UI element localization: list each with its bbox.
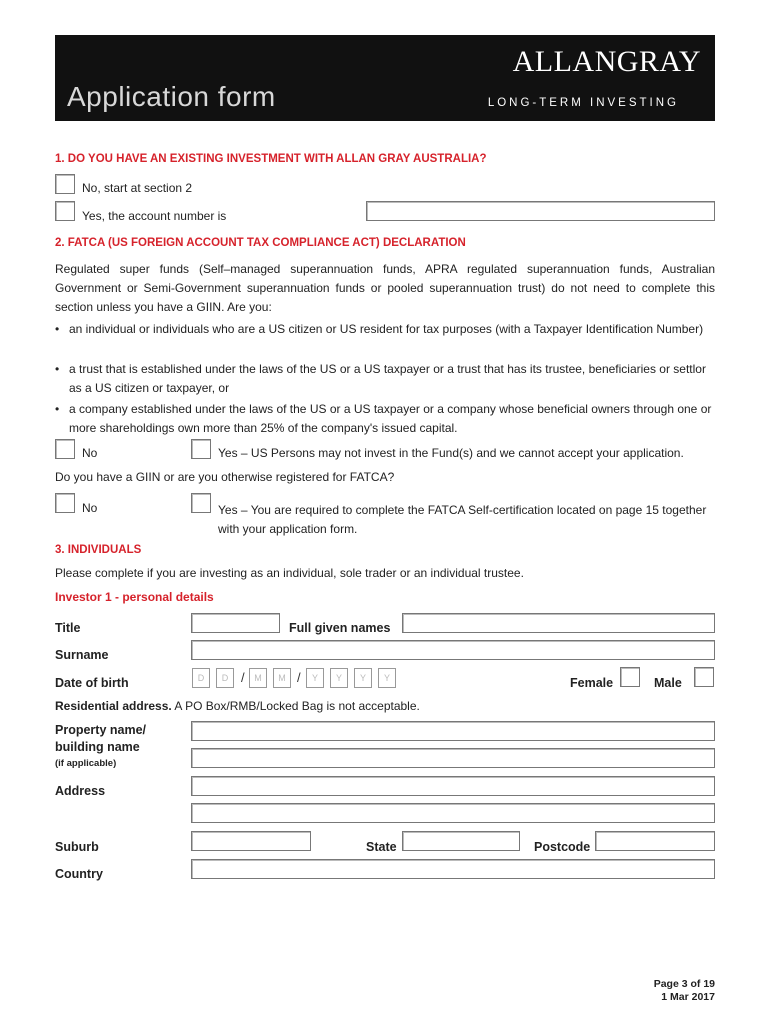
fatca-bullet-1-text: an individual or individuals who are a US citizen or US resident for tax purposes (with a Taxpayer Identification Number)	[69, 322, 704, 336]
if-applicable-note: (if applicable)	[55, 758, 117, 769]
female-checkbox[interactable]	[620, 667, 640, 687]
section1-yes-checkbox[interactable]	[55, 201, 75, 221]
dob-day-2[interactable]: D	[216, 668, 234, 688]
dob-month-1[interactable]: M	[249, 668, 267, 688]
property-name-input-2[interactable]	[191, 748, 715, 768]
fatca-q2-yes-label: Yes – You are required to complete the FATCA Self-certification located on page 15 together with your application form.	[218, 503, 707, 536]
property-name-label: Property name/ building name	[55, 723, 147, 754]
fatca-q2-no-label: No	[82, 501, 98, 515]
title-label: Title	[55, 621, 81, 635]
dob-separator: /	[297, 670, 301, 685]
surname-input[interactable]	[191, 640, 715, 660]
suburb-label: Suburb	[55, 840, 99, 854]
logo-tagline: LONG-TERM INVESTING	[487, 97, 679, 109]
country-input[interactable]	[191, 859, 715, 879]
postcode-label: Postcode	[534, 840, 591, 854]
dob-label: Date of birth	[55, 676, 129, 690]
fatca-intro: Regulated super funds (Self–managed superannuation funds, APRA regulated superannuation funds, Australian Government or Semi-Government superannuation funds or pooled superannuation trust) do not need to complete this section unless you have a GIIN. Are you:	[55, 262, 715, 314]
dob-year-4[interactable]: Y	[378, 668, 396, 688]
section3-heading: 3. INDIVIDUALS	[55, 544, 142, 556]
fatca-q2-no-checkbox[interactable]	[55, 493, 75, 513]
dob-year-3[interactable]: Y	[354, 668, 372, 688]
bullet-dot: •	[55, 362, 60, 376]
section1-yes-label: Yes, the account number is	[82, 209, 227, 223]
given-names-input[interactable]	[402, 613, 715, 633]
dob-separator: /	[241, 670, 245, 685]
dob-year-2[interactable]: Y	[330, 668, 348, 688]
suburb-input[interactable]	[191, 831, 311, 851]
allan-gray-logo	[513, 45, 701, 79]
country-label: Country	[55, 867, 103, 881]
address-label: Address	[55, 784, 106, 798]
residential-address-note	[55, 699, 420, 713]
bullet-dot: •	[55, 402, 60, 416]
residential-address-bold: Residential address.	[55, 699, 172, 713]
header-banner	[55, 35, 715, 121]
section1-heading: 1. DO YOU HAVE AN EXISTING INVESTMENT WITH ALLAN GRAY AUSTRALIA?	[55, 153, 487, 165]
male-label: Male	[654, 676, 682, 690]
fatca-bullet-2-text: a trust that is established under the laws of the US or a US taxpayer or a trust that has its trustee, beneficiaries or settlor as a US citizen or taxpayer, or	[69, 362, 706, 395]
fatca-q2: Do you have a GIIN or are you otherwise registered for FATCA?	[55, 470, 395, 484]
fatca-bullet-3-text: a company established under the laws of the US or a US taxpayer or a company whose beneficial owners through one or more shareholdings own more than 25% of the company's issued capital.	[69, 402, 712, 435]
given-names-label: Full given names	[289, 621, 391, 635]
dob-day-1[interactable]: D	[192, 668, 210, 688]
dob-month-2[interactable]: M	[273, 668, 291, 688]
male-checkbox[interactable]	[694, 667, 714, 687]
surname-label: Surname	[55, 648, 109, 662]
fatca-q1-yes-label: Yes – US Persons may not invest in the Fund(s) and we cannot accept your application.	[218, 446, 684, 460]
account-number-input[interactable]	[366, 201, 715, 221]
property-name-input-1[interactable]	[191, 721, 715, 741]
fatca-q2-yes-checkbox[interactable]	[191, 493, 211, 513]
page-title: Application form	[67, 81, 276, 112]
postcode-input[interactable]	[595, 831, 715, 851]
title-input[interactable]	[191, 613, 280, 633]
residential-address-text: A PO Box/RMB/Locked Bag is not acceptable.	[171, 699, 420, 713]
page-number: Page 3 of 19	[653, 978, 715, 990]
state-label: State	[366, 840, 397, 854]
fatca-q1-yes-checkbox[interactable]	[191, 439, 211, 459]
revision-date: 1 Mar 2017	[661, 991, 715, 1003]
section3-intro: Please complete if you are investing as an individual, sole trader or an individual trustee.	[55, 566, 524, 580]
female-label: Female	[570, 676, 614, 690]
section1-no-checkbox[interactable]	[55, 174, 75, 194]
dob-year-1[interactable]: Y	[306, 668, 324, 688]
address-input-2[interactable]	[191, 803, 715, 823]
investor1-heading: Investor 1 - personal details	[55, 590, 214, 604]
section2-heading: 2. FATCA (US FOREIGN ACCOUNT TAX COMPLIANCE ACT) DECLARATION	[55, 237, 466, 249]
bullet-dot: •	[55, 322, 60, 336]
fatca-q1-no-label: No	[82, 446, 98, 460]
section1-no-label: No, start at section 2	[82, 181, 193, 195]
fatca-q1-no-checkbox[interactable]	[55, 439, 75, 459]
state-input[interactable]	[402, 831, 520, 851]
address-input-1[interactable]	[191, 776, 715, 796]
logo-text: ALLANGRAY	[512, 45, 701, 78]
